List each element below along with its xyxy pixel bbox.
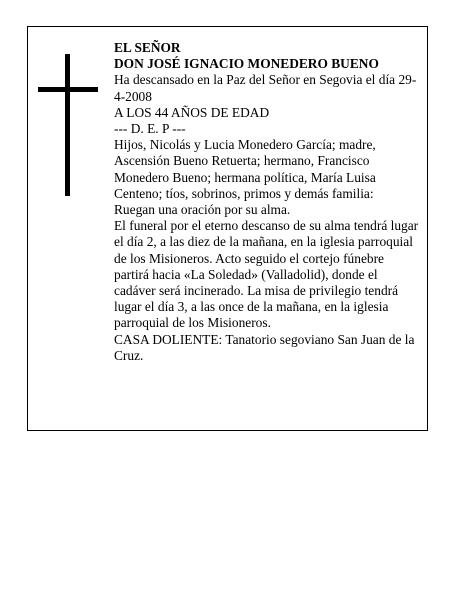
family-list: Hijos, Nicolás y Lucia Monedero García; madre, Ascensión Bueno Retuerta; hermano, Francisco Monedero Bueno; hermana política, María Luisa Centeno; tíos, sobrinos, primos y demás familia: [114, 137, 376, 201]
deceased-name: DON JOSÉ IGNACIO MONEDERO BUENO [114, 56, 379, 72]
cross-icon [38, 54, 98, 196]
age-line: A LOS 44 AÑOS DE EDAD [114, 104, 270, 120]
obituary-text [114, 40, 420, 364]
death-announcement: Ha descansado en la Paz del Señor en Segovia el día 29-4-2008 [114, 72, 417, 104]
obituary-notice [27, 26, 428, 431]
rip-line: --- D. E. P --- [114, 121, 186, 137]
prayer-request: Ruegan una oración por su alma. [114, 202, 291, 218]
cross-horizontal-bar [38, 87, 98, 92]
mourning-house: CASA DOLIENTE: Tanatorio segoviano San Juan de la Cruz. [114, 331, 415, 363]
cross-vertical-bar [65, 54, 70, 196]
funeral-details: El funeral por el eterno descanso de su alma tendrá lugar el día 2, a las diez de la mañana, en la iglesia parroquial de los Misioneros. Acto seguido el cortejo fúnebre partirá hacia «La Soledad» (Valladolid), donde el cadáver será incinerado. La misa de privilegio tendrá lugar el día 3, a las once de la mañana, en la iglesia parroquial de los Misioneros. [114, 218, 419, 331]
deceased-title: EL SEÑOR [114, 40, 181, 55]
